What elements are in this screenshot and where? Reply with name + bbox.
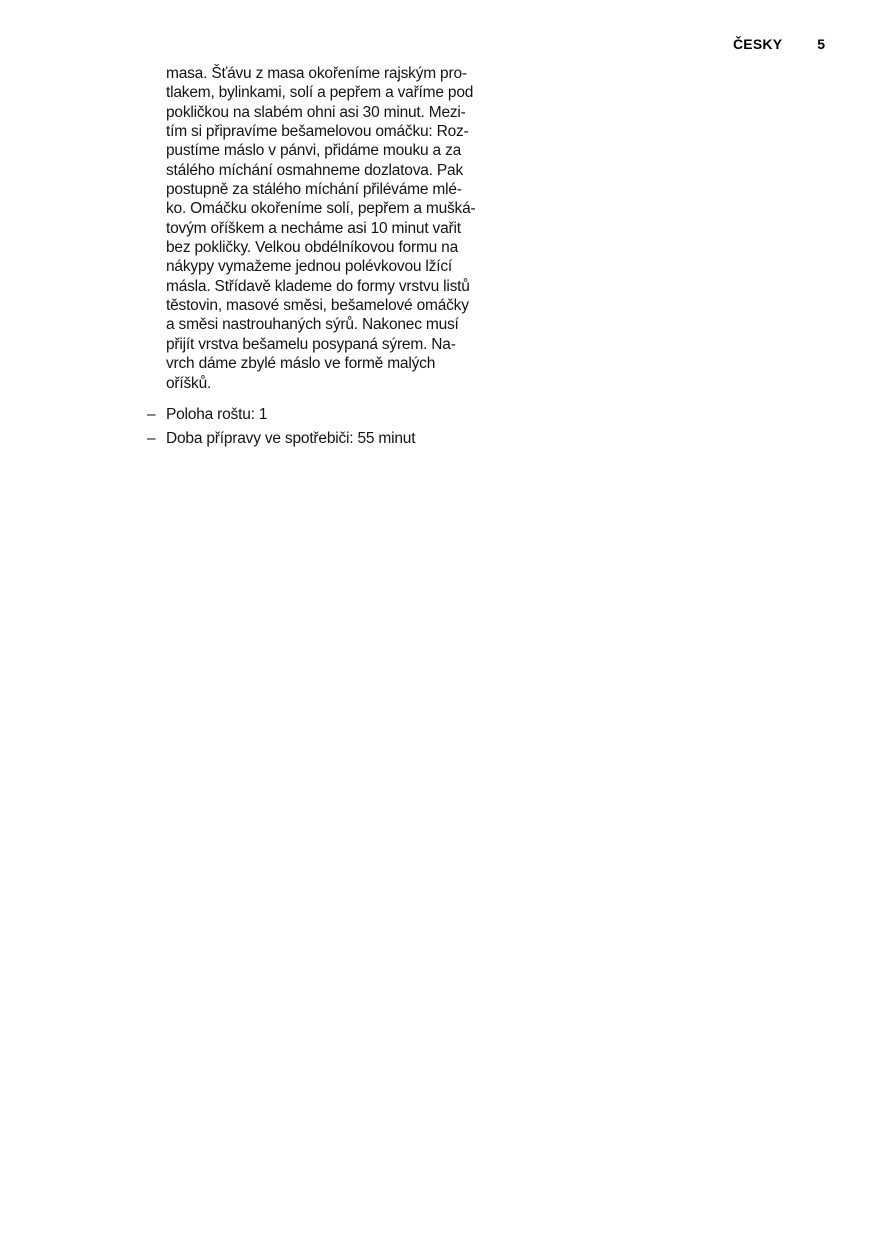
paragraph-line: přijít vrstva bešamelu posypaná sýrem. Na- [166,335,456,353]
paragraph-line: těstovin, masové směsi, bešamelové omáčky [166,297,469,315]
list-item [147,427,478,452]
settings-list [147,403,478,452]
paragraph-line: a směsi nastrouhaných sýrů. Nakonec musí [166,316,459,334]
paragraph-line: nákypy vymažeme jednou polévkovou lžící [166,258,452,276]
page-header [733,36,825,52]
page-number: 5 [817,36,826,52]
recipe-paragraph [166,64,478,393]
paragraph-line: postupně za stálého míchání přiléváme mlé- [166,181,462,199]
paragraph-line: pokličkou na slabém ohni asi 30 minut. Mezi- [166,103,466,121]
language-label: ČESKY [733,36,783,52]
paragraph-line: ko. Omáčku okořeníme solí, pepřem a mušká- [166,200,476,218]
paragraph-line: pustíme máslo v pánvi, přidáme mouku a za [166,142,462,160]
bullet-dash: – [147,430,156,448]
list-item [147,403,478,428]
paragraph-line: tlakem, bylinkami, solí a pepřem a vaříme pod [166,84,474,102]
bullet-text: Poloha roštu: 1 [166,405,268,423]
paragraph-line: tovým oříškem a necháme asi 10 minut vařit [166,219,461,237]
paragraph-line: bez pokličky. Velkou obdélníkovou formu na [166,239,459,257]
paragraph-line: masa. Šťávu z masa okořeníme rajským pro- [166,65,467,82]
bullet-dash: – [147,405,156,423]
paragraph-line: oříšků. [166,374,212,392]
page-content [147,64,478,452]
paragraph-line: vrch dáme zbylé máslo ve formě malých [166,355,436,373]
paragraph-line: másla. Střídavě klademe do formy vrstvu listů [166,277,470,295]
bullet-text: Doba přípravy ve spotřebiči: 55 minut [166,430,416,448]
paragraph-line: tím si připravíme bešamelovou omáčku: Roz- [166,123,469,141]
paragraph-line: stálého míchání osmahneme dozlatova. Pak [166,161,464,179]
